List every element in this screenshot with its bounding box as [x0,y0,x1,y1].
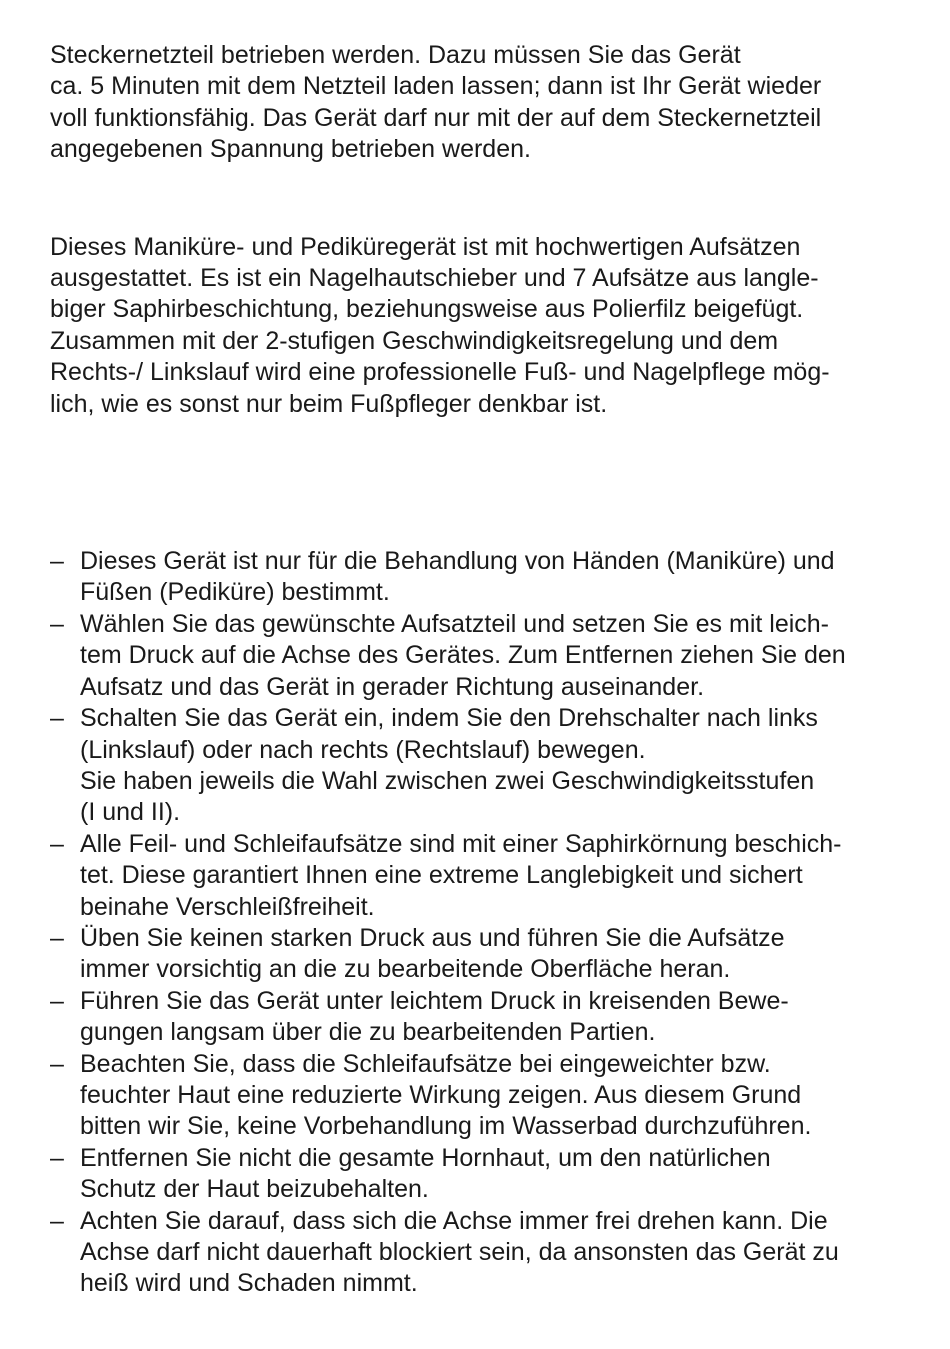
bullet-dash: – [50,609,64,638]
description-paragraph [50,232,910,420]
text-line: ausgestattet. Es ist ein Nagelhautschieber und 7 Aufsätze aus langle- [50,264,819,293]
instructions-list [50,546,910,1300]
text-line: Dieses Maniküre- und Pediküregerät ist mit hochwertigen Aufsätzen [50,232,801,261]
bullet-dash: – [50,547,64,576]
list-item [50,1049,910,1143]
text-line: angegebenen Spannung betrieben werden. [50,135,531,164]
list-item [50,923,910,986]
text-line: Aufsatz und das Gerät in gerader Richtung auseinander. [80,672,705,701]
bullet-dash: – [50,1143,64,1172]
text-line: feuchter Haut eine reduzierte Wirkung zeigen. Aus diesem Grund [80,1080,802,1109]
text-line: voll funktionsfähig. Das Gerät darf nur mit der auf dem Steckernetzteil [50,103,822,132]
text-line: tem Druck auf die Achse des Gerätes. Zum Entfernen ziehen Sie den [80,641,846,670]
text-line: Schalten Sie das Gerät ein, indem Sie den Drehschalter nach links [80,704,818,733]
text-line: biger Saphirbeschichtung, beziehungsweise aus Polierfilz beigefügt. [50,295,804,324]
text-line: Dieses Gerät ist nur für die Behandlung von Händen (Maniküre) und [80,547,835,576]
text-line: Führen Sie das Gerät unter leichtem Druck in kreisenden Bewe- [80,986,789,1015]
text-line: beinahe Verschleißfreiheit. [80,892,375,921]
bullet-dash: – [50,1206,64,1235]
list-item [50,546,910,609]
list-item [50,829,910,923]
text-line: lich, wie es sonst nur beim Fußpfleger denkbar ist. [50,389,608,418]
bullet-dash: – [50,829,64,858]
bullet-dash: – [50,986,64,1015]
bullet-dash: – [50,1049,64,1078]
list-item [50,703,910,829]
intro-paragraph [50,40,910,166]
text-line: Achse darf nicht dauerhaft blockiert sein, da ansonsten das Gerät zu [80,1238,839,1266]
text-line: Achten Sie darauf, dass sich die Achse immer frei drehen kann. Die [80,1206,828,1235]
text-line: Alle Feil- und Schleifaufsätze sind mit einer Saphirkörnung beschich- [80,829,842,858]
text-line: Wählen Sie das gewünschte Aufsatzteil und setzen Sie es mit leich- [80,609,830,638]
text-line: Rechts-/ Linkslauf wird eine professionelle Fuß- und Nagelpflege mög- [50,358,830,387]
text-line: gungen langsam über die zu bearbeitenden Partien. [80,1018,656,1047]
text-line: heiß wird und Schaden nimmt. [80,1269,418,1298]
list-item [50,1206,910,1300]
text-line: tet. Diese garantiert Ihnen eine extreme Langlebigkeit und sichert [80,861,803,890]
text-line: Üben Sie keinen starken Druck aus und führen Sie die Aufsätze [80,923,785,952]
list-item [50,1143,910,1206]
text-line: Entfernen Sie nicht die gesamte Hornhaut, um den natürlichen [80,1143,771,1172]
text-line: ca. 5 Minuten mit dem Netzteil laden lassen; dann ist Ihr Gerät wieder [50,72,822,101]
text-line: Steckernetzteil betrieben werden. Dazu müssen Sie das Gerät [50,41,741,69]
text-line: Zusammen mit der 2-stufigen Geschwindigkeitsregelung und dem [50,326,779,355]
text-line: bitten wir Sie, keine Vorbehandlung im Wasserbad durchzuführen. [80,1112,812,1141]
text-line: Füßen (Pediküre) bestimmt. [80,578,390,607]
bullet-dash: – [50,704,64,733]
text-line: (Linkslauf) oder nach rechts (Rechtslauf) bewegen. [80,735,646,764]
text-line: (I und II). [80,798,181,827]
list-item [50,986,910,1049]
text-line: Sie haben jeweils die Wahl zwischen zwei Geschwindigkeitsstufen [80,766,815,795]
text-line: Schutz der Haut beizubehalten. [80,1175,429,1204]
list-item [50,609,910,703]
text-line: Beachten Sie, dass die Schleifaufsätze bei eingeweichter bzw. [80,1049,771,1078]
bullet-dash: – [50,923,64,952]
text-line: immer vorsichtig an die zu bearbeitende Oberfläche heran. [80,955,731,984]
document-page [50,40,910,1300]
